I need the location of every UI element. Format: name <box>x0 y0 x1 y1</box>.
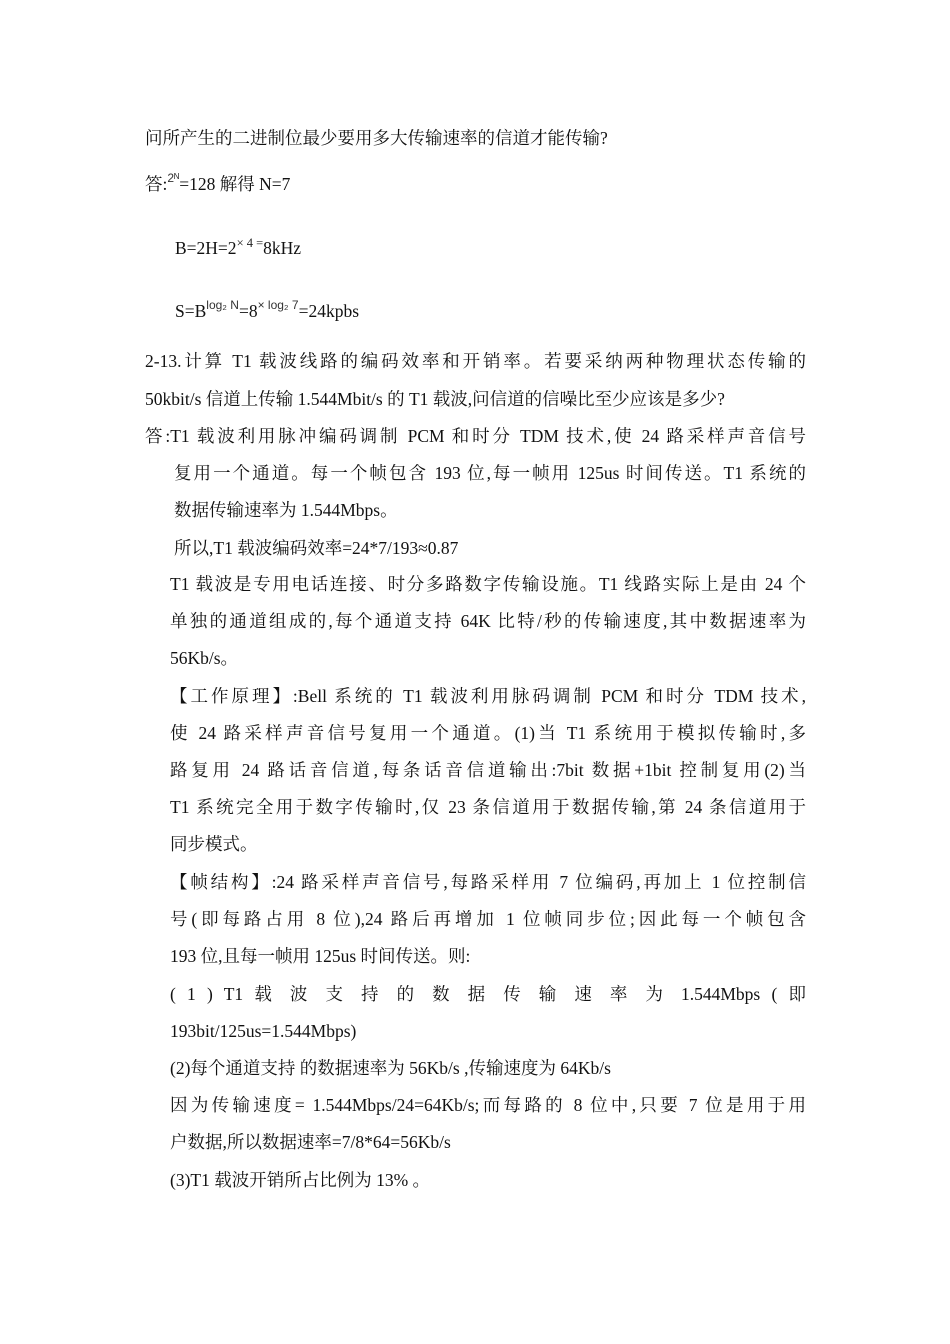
frame-structure-line3: 193 位,且每一帧用 125us 时间传送。则: <box>170 946 471 966</box>
formula-image-times4: × 4 = <box>236 236 264 250</box>
answer-label: 答: <box>145 174 168 194</box>
formula-bandwidth <box>175 236 301 262</box>
formula-s-left: S=B <box>175 301 207 321</box>
formula-s-result: =24kpbs <box>298 301 360 321</box>
formula-image-log2-7: × log₂ 7 <box>257 298 299 312</box>
t1-description-line3: 56Kb/s。 <box>170 648 239 668</box>
encoding-efficiency: 所以,T1 载波编码效率=24*7/193≈0.87 <box>174 538 459 558</box>
formula-image-2n: 2ᴺ <box>167 171 180 185</box>
formula-s-mid: =8 <box>238 301 258 321</box>
formula-image-log2n: log₂ N <box>206 298 239 312</box>
working-principle-line5: 同步模式。 <box>170 834 258 854</box>
frame-structure-line1: 【帧结构】:24 路采样声音信号,每路采样用 7 位编码,再加上 1 位控制信 <box>170 872 806 892</box>
formula-rate <box>175 299 359 325</box>
explanation-line1: 因为传输速度= 1.544Mbps/24=64Kb/s;而每路的 8 位中,只要 7 位是用于用 <box>170 1095 806 1115</box>
formula-b-left: B=2H=2 <box>175 238 237 258</box>
question-2-13-line1: 2-13.计算 T1 载波线路的编码效率和开销率。若要采纳两种物理状态传输的 <box>145 351 806 371</box>
item-3: (3)T1 载波开销所占比例为 13% 。 <box>170 1170 431 1190</box>
working-principle-line4: T1 系统完全用于数字传输时,仅 23 条信道用于数据传输,第 24 条信道用于 <box>170 797 806 817</box>
formula-b-result: 8kHz <box>263 238 302 258</box>
item-1-line1: ( 1 ) T1 载 波 支 持 的 数 据 传 输 速 率 为 1.544Mbps ( 即 <box>170 984 806 1004</box>
t1-description-line2: 单独的通道组成的,每个通道支持 64K 比特/秒的传输速度,其中数据速率为 <box>170 611 806 631</box>
explanation-line2: 户数据,所以数据速率=7/8*64=56Kb/s <box>170 1132 451 1152</box>
frame-structure-line2: 号(即每路占用 8 位),24 路后再增加 1 位帧同步位;因此每一个帧包含 <box>170 909 806 929</box>
question-continuation: 问所产生的二进制位最少要用多大传输速率的信道才能传输? <box>145 128 608 148</box>
working-principle-line2: 使 24 路采样声音信号复用一个通道。(1)当 T1 系统用于模拟传输时,多 <box>170 723 806 743</box>
working-principle-line1: 【工作原理】:Bell 系统的 T1 载波利用脉码调制 PCM 和时分 TDM 技术, <box>170 686 806 706</box>
item-2: (2)每个通道支持 的数据速率为 56Kb/s ,传输速度为 64Kb/s <box>170 1058 611 1078</box>
answer-line-n <box>145 172 290 198</box>
answer-paragraph-line3: 数据传输速率为 1.544Mbps。 <box>174 500 398 520</box>
answer-paragraph-line2: 复用一个通道。每一个帧包含 193 位,每一帧用 125us 时间传送。T1 系统的 <box>174 463 806 483</box>
formula-n-result: =128 解得 N=7 <box>179 174 291 194</box>
item-1-line2: 193bit/125us=1.544Mbps) <box>170 1021 357 1041</box>
working-principle-line3: 路复用 24 路话音信道,每条话音信道输出:7bit 数据+1bit 控制复用(2)当 <box>170 760 806 780</box>
answer-paragraph-line1: 答:T1 载波利用脉冲编码调制 PCM 和时分 TDM 技术,使 24 路采样声音信号 <box>145 426 806 446</box>
t1-description-line1: T1 载波是专用电话连接、时分多路数字传输设施。T1 线路实际上是由 24 个 <box>170 574 806 594</box>
question-2-13-line2: 50kbit/s 信道上传输 1.544Mbit/s 的 T1 载波,问信道的信噪比至少应该是多少? <box>145 389 725 409</box>
